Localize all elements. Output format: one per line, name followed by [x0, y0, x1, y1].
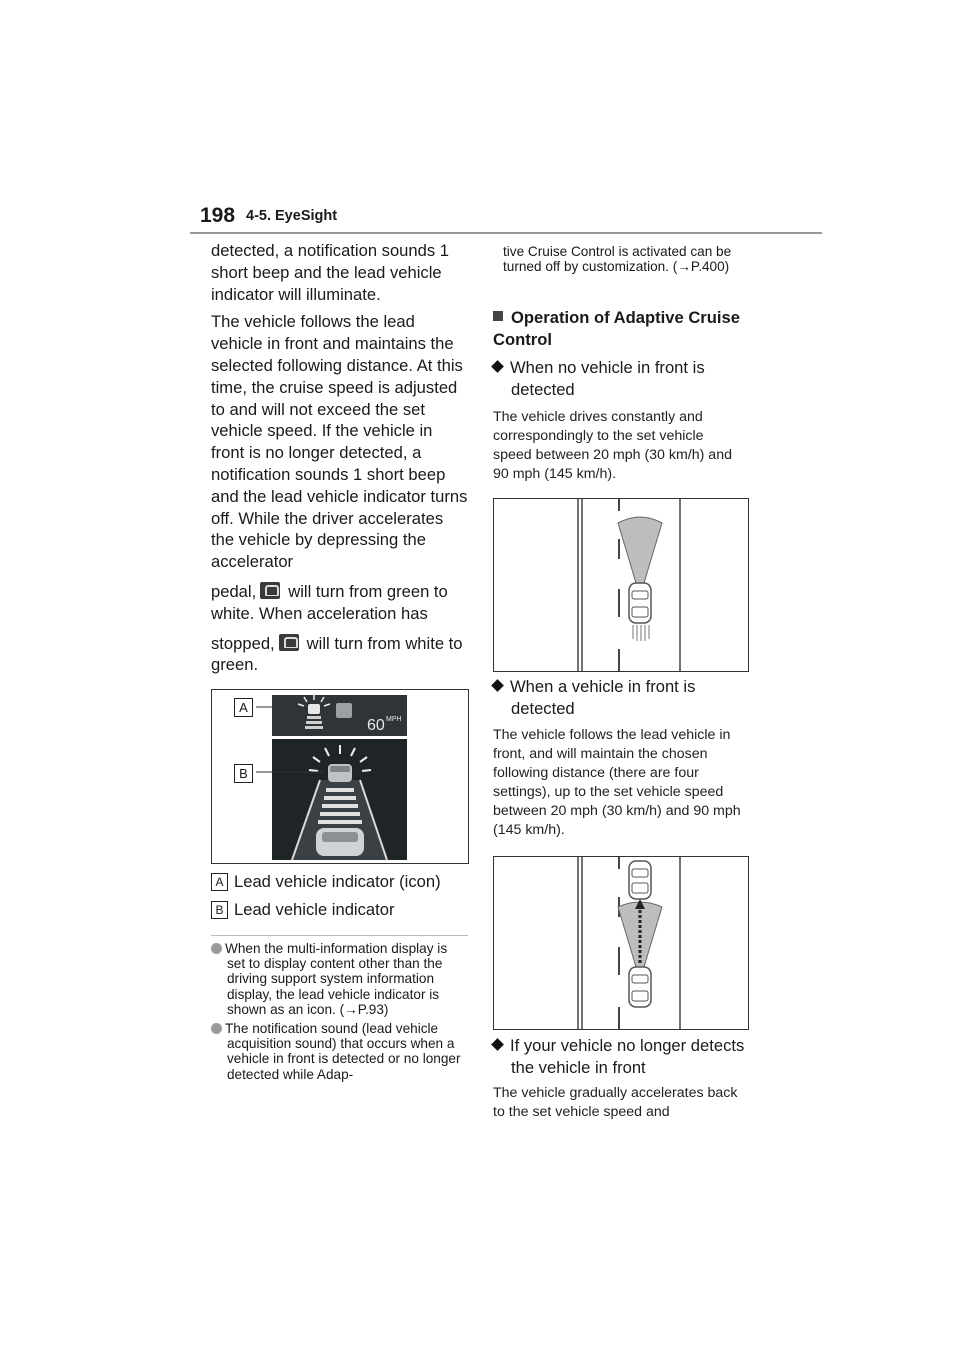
operation-heading: Operation of Adaptive Cruise Control [493, 308, 740, 349]
speed-readout: 60 [367, 717, 385, 734]
legend-key-b: B [211, 901, 228, 919]
section-title: 4-5. EyeSight [246, 208, 338, 224]
road-illustration-vehicle-detected [494, 857, 748, 1029]
paragraph-detected: detected, a notification sounds 1 short beep and the lead vehicle indicator will illuminate. [211, 241, 450, 304]
paragraph-follows: The vehicle follows the lead vehicle in front and maintains the selected following distance. At this time, the cruise speed is adjusted to and will not exceed the set vehicle speed. If the vehicle in front is no longer detected, a notification sounds 1 short beep and the lead vehicle indicator turns off. While the driver accelerates the vehicle by depressing the accelerator [211, 312, 468, 572]
notes-list [211, 941, 467, 1086]
paragraph-pedal [211, 581, 469, 625]
legend-text-b: Lead vehicle indicator [234, 900, 395, 919]
body-no-vehicle: The vehicle drives constantly and correspondingly to the set vehicle speed between 20 mph (30 km/h) and 90 mph (145 km/h). [493, 409, 732, 482]
left-body-text [211, 240, 469, 676]
figure-label-a: A [234, 698, 253, 717]
vehicle-detected-figure [493, 856, 749, 1030]
paragraph-stopped [211, 633, 469, 677]
body-no-longer-detects: The vehicle gradually accelerates back to the set vehicle speed and [493, 1085, 738, 1120]
stopped-text-b: will turn from white to green. [211, 633, 463, 675]
note-item: When the multi-information display is set to display content other than the driving support system information display, the lead vehicle indicator is shown as an icon. (→P.93) [211, 941, 467, 1017]
page-number: 198 [200, 204, 236, 227]
speed-unit: MPH [386, 716, 402, 723]
road-illustration-no-vehicle [494, 499, 748, 671]
bullet-icon [211, 943, 222, 954]
legend-item-b [211, 899, 395, 921]
note-continuation: tive Cruise Control is activated can be turned off by customization. (→P.400) [503, 244, 732, 275]
body-vehicle-detected: The vehicle follows the lead vehicle in front, and will maintain the chosen following distance (there are four settings), up to the set vehicle speed between 20 mph (30 km/h) and 90 mph (145 km/h). [493, 727, 741, 838]
legend-text-a: Lead vehicle indicator (icon) [234, 872, 441, 891]
header-rule [190, 232, 822, 234]
no-vehicle-figure [493, 498, 749, 672]
diamond-bullet-icon [491, 1038, 504, 1051]
lead-vehicle-icon [260, 582, 280, 599]
legend-item-a [211, 871, 441, 893]
subheading-no-longer-detects: If your vehicle no longer detects the vehicle in front [493, 1035, 763, 1078]
legend-key-a: A [211, 873, 228, 891]
stopped-text-a: stopped, [211, 633, 275, 653]
diamond-bullet-icon [491, 679, 504, 692]
lead-vehicle-icon [279, 634, 299, 651]
square-bullet-icon [493, 311, 503, 321]
notes-divider [211, 935, 468, 936]
eyesight-status-icon [336, 703, 352, 718]
pedal-text-b: will turn from green to white. When acceleration has [211, 581, 448, 623]
figure-label-b: B [234, 764, 253, 783]
bullet-icon [211, 1023, 222, 1034]
subheading-no-vehicle: When no vehicle in front is detected [493, 357, 763, 400]
subheading-vehicle-detected: When a vehicle in front is detected [493, 676, 763, 719]
note-item: The notification sound (lead vehicle acquisition sound) that occurs when a vehicle in front is detected or no longer detected while Adap- [211, 1021, 467, 1082]
lead-vehicle-indicator-figure [211, 689, 469, 864]
pedal-text-a: pedal, [211, 581, 257, 601]
diamond-bullet-icon [491, 360, 504, 373]
